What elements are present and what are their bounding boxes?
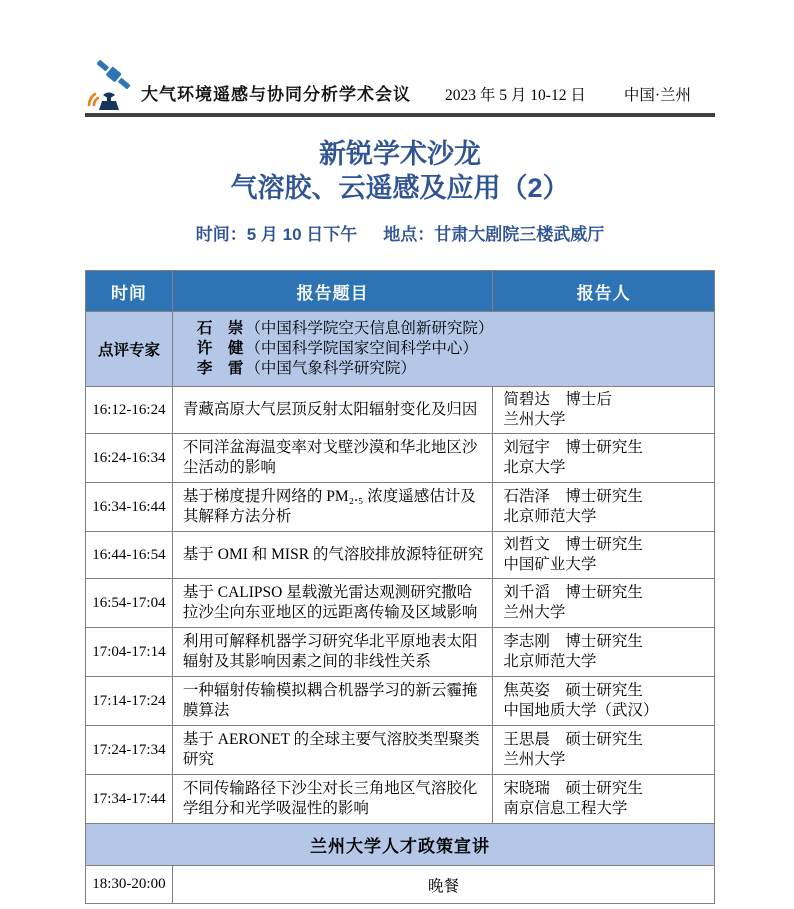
talk-presenter	[493, 532, 715, 579]
experts-list	[172, 312, 714, 387]
session-info	[85, 220, 715, 245]
session-subtitle: 气溶胶、云遥感及应用（2）	[230, 173, 570, 203]
talk-title: 不同洋盆海温变率对戈壁沙漠和华北地区沙尘活动的影响	[172, 434, 492, 483]
talk-row	[86, 579, 715, 628]
talk-time: 16:34-16:44	[86, 483, 173, 532]
experts-label: 点评专家	[86, 312, 173, 387]
talk-row	[86, 387, 715, 434]
talk-time: 16:24-16:34	[86, 434, 173, 483]
talk-title: 基于 AERONET 的全球主要气溶胶类型聚类研究	[172, 726, 492, 775]
masthead	[85, 53, 715, 111]
expert-item	[197, 339, 708, 359]
dinner-label: 晚餐	[172, 866, 714, 904]
expert-affiliation: （中国科学院国家空间科学中心）	[245, 340, 478, 357]
talk-title: 利用可解释机器学习研究华北平原地表太阳辐射及其影响因素之间的非线性关系	[172, 628, 492, 677]
presenter-affiliation: 南京信息工程大学	[503, 800, 628, 817]
program-table	[85, 270, 715, 904]
session-time: 时间：5 月 10 日下午	[195, 225, 358, 244]
talk-time: 17:34-17:44	[86, 775, 173, 824]
expert-affiliation: （中国科学院空天信息创新研究院）	[245, 320, 494, 337]
presenter-affiliation: 中国矿业大学	[503, 556, 597, 573]
talk-row	[86, 483, 715, 532]
talk-time: 16:54-17:04	[86, 579, 173, 628]
talk-presenter	[493, 628, 715, 677]
talk-presenter	[493, 726, 715, 775]
talk-title: 基于梯度提升网络的 PM₂.₅ 浓度遥感估计及其解释方法分析	[172, 483, 492, 532]
talk-time: 17:24-17:34	[86, 726, 173, 775]
expert-item	[197, 319, 708, 339]
talk-presenter	[493, 387, 715, 434]
talk-presenter	[493, 677, 715, 726]
presenter-affiliation: 北京师范大学	[503, 508, 597, 525]
experts-row	[86, 312, 715, 387]
dinner-time: 18:30-20:00	[86, 866, 173, 904]
title-block	[85, 137, 715, 245]
talk-row	[86, 677, 715, 726]
conference-location: 中国·兰州	[623, 87, 691, 104]
conference-name: 大气环境遥感与协同分析学术会议	[141, 85, 411, 104]
page-content	[85, 0, 715, 904]
presenter-name: 刘千滔 博士研究生	[503, 584, 643, 601]
talk-row	[86, 726, 715, 775]
presenter-affiliation: 北京大学	[503, 459, 566, 476]
talk-title: 基于 OMI 和 MISR 的气溶胶排放源特征研究	[172, 532, 492, 579]
presenter-affiliation: 兰州大学	[503, 604, 566, 621]
talk-row	[86, 532, 715, 579]
satellite-remote-sensing-icon	[85, 59, 133, 111]
talk-presenter	[493, 775, 715, 824]
banner-label: 兰州大学人才政策宣讲	[86, 824, 715, 866]
banner-row	[86, 824, 715, 866]
col-header-title: 报告题目	[172, 271, 492, 312]
talk-title: 青藏高原大气层顶反射太阳辐射变化及归因	[172, 387, 492, 434]
expert-name: 许 健	[196, 340, 244, 357]
talk-time: 16:12-16:24	[86, 387, 173, 434]
talk-title: 基于 CALIPSO 星载激光雷达观测研究撒哈拉沙尘向东亚地区的远距离传输及区域影响	[172, 579, 492, 628]
talk-row	[86, 775, 715, 824]
presenter-name: 刘哲文 博士研究生	[503, 536, 643, 553]
presenter-name: 李志刚 博士研究生	[503, 633, 643, 650]
session-place: 地点：甘肃大剧院三楼武威厅	[383, 225, 605, 244]
presenter-name: 宋晓瑞 硕士研究生	[503, 780, 643, 797]
presenter-name: 王思晨 硕士研究生	[503, 731, 643, 748]
expert-name: 石 崇	[196, 320, 244, 337]
presenter-affiliation: 北京师范大学	[503, 653, 597, 670]
talk-row	[86, 628, 715, 677]
presenter-affiliation: 兰州大学	[503, 411, 566, 428]
talk-title: 一种辐射传输模拟耦合机器学习的新云霾掩膜算法	[172, 677, 492, 726]
talk-time: 17:14-17:24	[86, 677, 173, 726]
talk-presenter	[493, 579, 715, 628]
talk-title: 不同传输路径下沙尘对长三角地区气溶胶化学组分和光学吸湿性的影响	[172, 775, 492, 824]
presenter-name: 焦英姿 硕士研究生	[503, 682, 643, 699]
talk-time: 16:44-16:54	[86, 532, 173, 579]
table-header-row	[86, 271, 715, 312]
talk-time: 17:04-17:14	[86, 628, 173, 677]
presenter-name: 刘冠宇 博士研究生	[503, 439, 643, 456]
conference-date: 2023 年 5 月 10-12 日	[445, 87, 586, 104]
expert-item	[197, 359, 708, 379]
dinner-row	[86, 866, 715, 904]
col-header-time: 时间	[86, 271, 173, 312]
presenter-affiliation: 中国地质大学（武汉）	[503, 702, 659, 719]
session-title: 新锐学术沙龙	[319, 139, 481, 169]
talk-presenter	[493, 434, 715, 483]
presenter-name: 简碧达 博士后	[503, 391, 612, 408]
talk-row	[86, 434, 715, 483]
presenter-affiliation: 兰州大学	[503, 751, 566, 768]
talk-presenter	[493, 483, 715, 532]
col-header-presenter: 报告人	[493, 271, 715, 312]
presenter-name: 石浩泽 博士研究生	[503, 488, 643, 505]
header-rule	[85, 113, 715, 117]
expert-affiliation: （中国气象科学研究院）	[245, 360, 416, 377]
expert-name: 李 雷	[196, 360, 244, 377]
